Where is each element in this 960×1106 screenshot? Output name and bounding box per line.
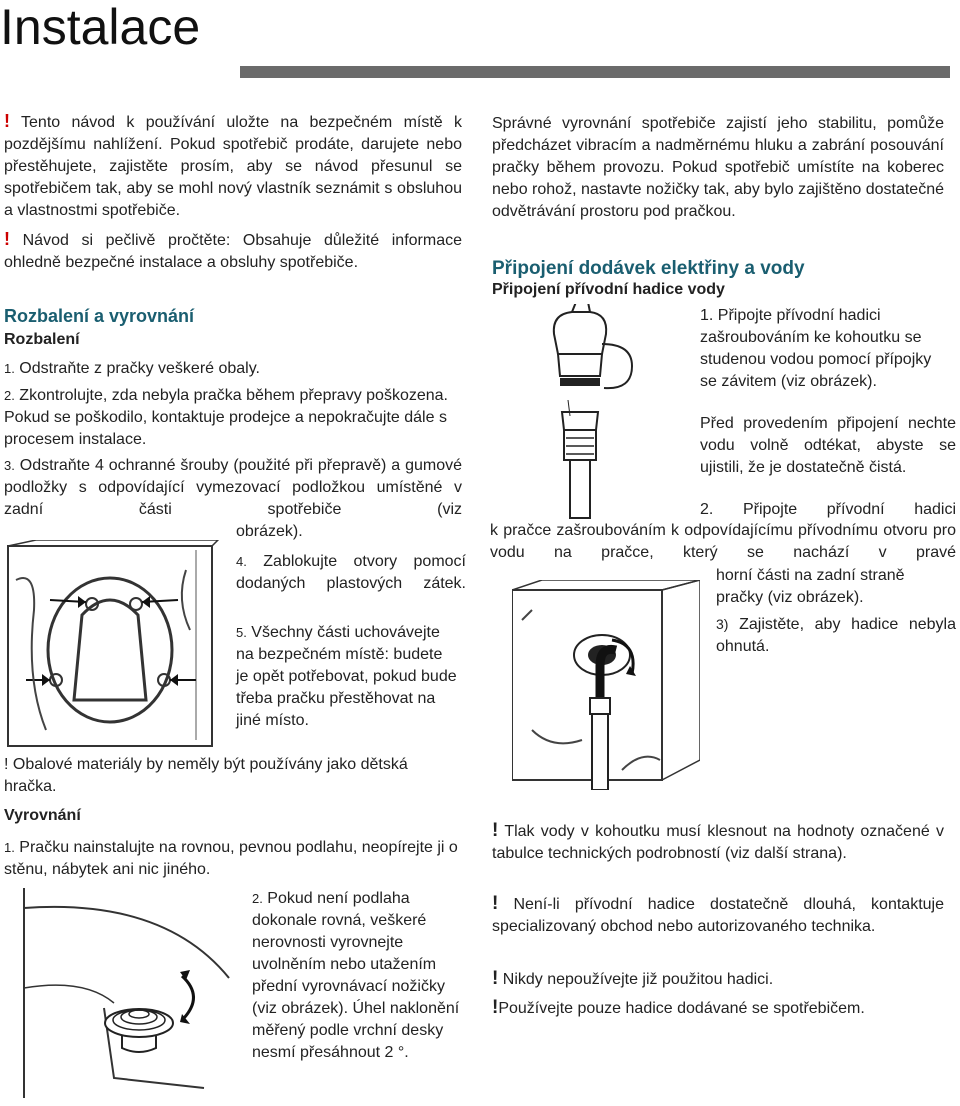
hose-step-1: 1. Připojte přívodní hadici zašroubováním ke kohoutku se studenou vodou pomocí přípojky se závitem (viz obrázek).	[700, 307, 932, 390]
warning-keep-manual: ! Tento návod k používání uložte na bezpečném místě k pozdějšímu nahlížení. Pokud spotřebič prodáte, darujete nebo přestěhujete, zajistěte prosím, aby se návod přesunul se spotřebičem tak, aby se mohl nový vlastník seznámit s obsluhou a vlastnostmi spotřebiče.	[4, 111, 462, 219]
unpack-step-4: 4. Zablokujte otvory pomocí dodaných plastových zátek.	[236, 553, 466, 592]
unpack-step-3-end: obrázek).	[236, 523, 303, 540]
note-supplied-hose: !Používejte pouze hadice dodávané se spotřebičem.	[492, 997, 865, 1018]
level-step-1: 1. Pračku nainstalujte na rovnou, pevnou podlahu, neopírejte ji o stěnu, nábytek ani nic jiného.	[4, 839, 458, 878]
unpack-step-5: 5. Všechny části uchovávejte na bezpečném místě: budete je opět potřebovat, pokud bude třeba pračku přestěhovat na jiné místo.	[236, 624, 457, 729]
warning-mark: !	[492, 968, 499, 989]
hose-step-2-end: horní části na zadní straně pračky (viz obrázek).	[716, 567, 905, 606]
hose-step-3: 3) Zajistěte, aby hadice nebyla ohnutá.	[716, 616, 956, 655]
level-step-2: 2. Pokud není podlaha dokonale rovná, veškeré nerovnosti vyrovnejte uvolněním nebo utažením přední vyrovnávací nožičky (viz obrázek). Úhel naklonění měřený podle vrchní desky nesmí přesáhnout 2 °.	[252, 890, 460, 1061]
hose-step-2: k pračce zašroubováním k odpovídajícímu přívodnímu otvoru pro vodu na pračce, který se nachází v pravé	[490, 522, 956, 561]
warning-mark: !	[492, 820, 499, 841]
subtitle-levelling: Vyrovnání	[4, 807, 81, 824]
unpack-step-3: 3. Odstraňte 4 ochranné šrouby (použité při přepravě) a gumové podložky s odpovídající vymezovací podložkou umístěné v zadní části spotřebiče (viz	[4, 457, 462, 518]
note-used-hose: ! Nikdy nepoužívejte již použitou hadici.	[492, 968, 774, 989]
unpack-step-2: 2. Zkontrolujte, zda nebyla pračka během přepravy poškozena. Pokud se poškodilo, kontaktuje prodejce a nepokračujte dále s procesem instalace.	[4, 387, 448, 448]
subtitle-water-hose: Připojení přívodní hadice vody	[492, 281, 725, 298]
page-title: Instalace	[0, 0, 201, 55]
warning-packaging: ! Obalové materiály by neměly být používány jako dětská hračka.	[4, 756, 408, 795]
hose-step-2-start: 2. Připojte přívodní hadici	[700, 501, 956, 518]
warning-mark: !	[492, 893, 499, 914]
levelling-intro: Správné vyrovnání spotřebiče zajistí jeho stabilitu, pomůže předcházet vibracím a nadměrnému hluku a zabrání posouvání pračky během provozu. Pokud spotřebič umístíte na koberec nebo rohož, nastavte nožičky tak, aby bylo zajištěno dostatečné odvětrávání prostoru pod pračkou.	[492, 115, 944, 220]
warning-mark: !	[4, 229, 10, 249]
levelling-foot-figure	[4, 888, 244, 1102]
tap-connector-figure	[532, 304, 652, 519]
rear-inlet-figure	[512, 580, 700, 790]
section-title-connections: Připojení dodávek elektřiny a vody	[492, 258, 805, 279]
warning-mark: !	[492, 997, 499, 1018]
warning-read-manual: ! Návod si pečlivě pročtěte: Obsahuje důležité informace ohledně bezpečné instalace a obsluhy spotřebiče.	[4, 229, 462, 271]
note-pressure: ! Tlak vody v kohoutku musí klesnout na hodnoty označené v tabulce technických podrobností (viz další strana).	[492, 820, 945, 862]
note-hose-length: ! Není-li přívodní hadice dostatečně dlouhá, kontaktuje specializovaný obchod nebo autorizovaného technika.	[492, 893, 944, 935]
title-rule	[240, 66, 950, 78]
hose-step-1b: Před provedením připojení nechte vodu volně odtékat, abyste se ujistili, že je dostatečně čistá.	[700, 415, 956, 476]
washer-rear-figure	[6, 540, 221, 750]
subtitle-unpacking: Rozbalení	[4, 331, 80, 348]
unpack-step-1: 1. Odstraňte z pračky veškeré obaly.	[4, 360, 260, 377]
section-title-unpacking: Rozbalení a vyrovnání	[4, 306, 195, 326]
warning-mark: !	[4, 111, 10, 131]
